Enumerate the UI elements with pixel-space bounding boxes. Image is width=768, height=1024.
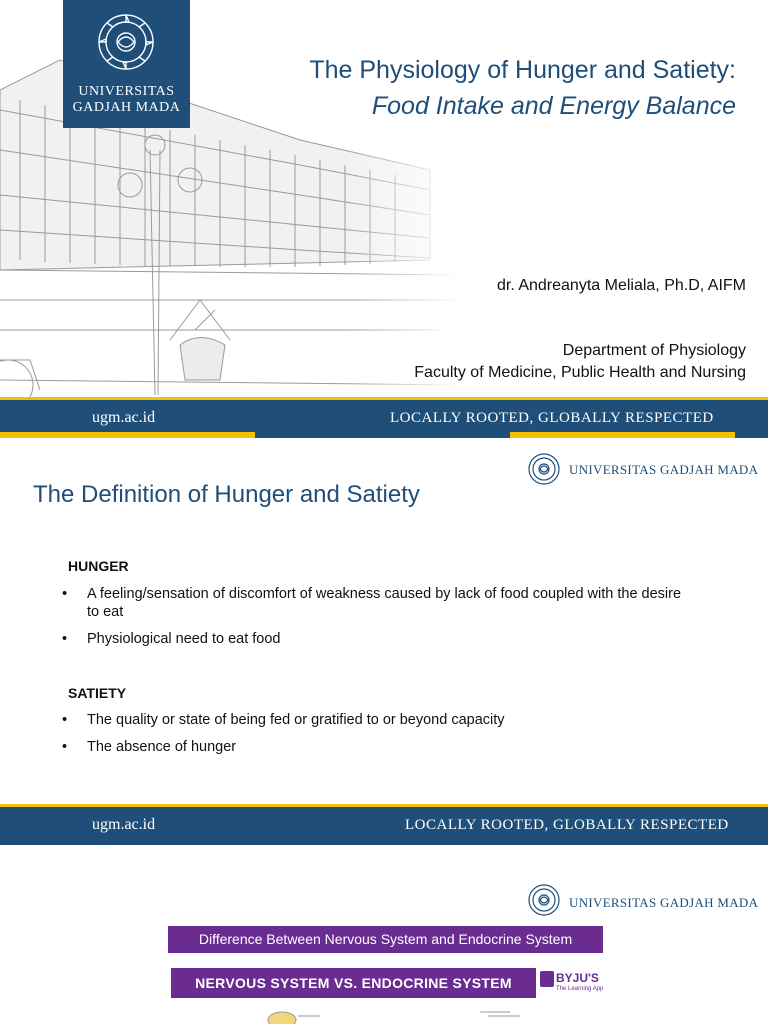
presentation-title: The Physiology of Hunger and Satiety: bbox=[309, 56, 736, 84]
logo-text-line1: UNIVERSITAS bbox=[78, 84, 175, 99]
faculty-name: Faculty of Medicine, Public Health and Nursing bbox=[414, 364, 746, 381]
diagram-preview bbox=[260, 1006, 560, 1024]
bullet-text: Physiological need to eat food bbox=[87, 631, 281, 647]
footer-gold-stripe-left bbox=[0, 432, 255, 438]
slide-title: The Definition of Hunger and Satiety bbox=[33, 481, 420, 508]
slide-banner-title: Difference Between Nervous System and Endocrine System bbox=[168, 926, 603, 953]
comparison-banner: NERVOUS SYSTEM VS. ENDOCRINE SYSTEM bbox=[171, 968, 536, 998]
byjus-logo bbox=[538, 968, 604, 998]
bullet-icon: • bbox=[62, 586, 68, 602]
brand-tagline: The Learning App bbox=[556, 986, 604, 992]
nervous-vs-endocrine-slide bbox=[0, 872, 768, 1024]
section-heading-hunger: HUNGER bbox=[68, 558, 129, 574]
footer-gold-stripe-right bbox=[510, 432, 735, 438]
bullet-text: The quality or state of being fed or gratified to or beyond capacity bbox=[87, 712, 505, 728]
section-heading-satiety: SATIETY bbox=[68, 685, 127, 701]
presentation-subtitle: Food Intake and Energy Balance bbox=[371, 92, 736, 120]
bullet-text: A feeling/sensation of discomfort of weakness caused by lack of food coupled with the desire to eat bbox=[87, 586, 682, 620]
header-logo-text: UNIVERSITAS GADJAH MADA bbox=[569, 462, 759, 477]
footer-url: ugm.ac.id bbox=[92, 409, 156, 426]
author-name: dr. Andreanyta Meliala, Ph.D, AIFM bbox=[496, 277, 746, 294]
footer-motto: LOCALLY ROOTED, GLOBALLY RESPECTED bbox=[405, 817, 729, 833]
brand-name: BYJU'S bbox=[556, 971, 599, 985]
bullet-icon: • bbox=[62, 631, 68, 647]
ugm-seal-icon bbox=[96, 12, 156, 72]
ugm-seal-icon bbox=[527, 452, 561, 486]
header-logo-text: UNIVERSITAS GADJAH MADA bbox=[569, 895, 759, 910]
byjus-mark-icon bbox=[540, 971, 554, 987]
bullet-icon: • bbox=[62, 712, 68, 728]
bullet-icon: • bbox=[62, 739, 68, 755]
bullet-text: The absence of hunger bbox=[87, 739, 237, 755]
title-slide bbox=[0, 0, 768, 440]
footer-url: ugm.ac.id bbox=[92, 816, 156, 833]
logo-text-line2: GADJAH MADA bbox=[72, 100, 181, 115]
affiliation bbox=[414, 340, 746, 384]
footer-motto: LOCALLY ROOTED, GLOBALLY RESPECTED bbox=[390, 410, 714, 426]
department-name: Department of Physiology bbox=[562, 342, 746, 359]
ugm-logo bbox=[63, 0, 190, 128]
footer-bar bbox=[0, 807, 768, 845]
definition-slide bbox=[0, 442, 768, 866]
ugm-seal-icon bbox=[527, 883, 561, 917]
